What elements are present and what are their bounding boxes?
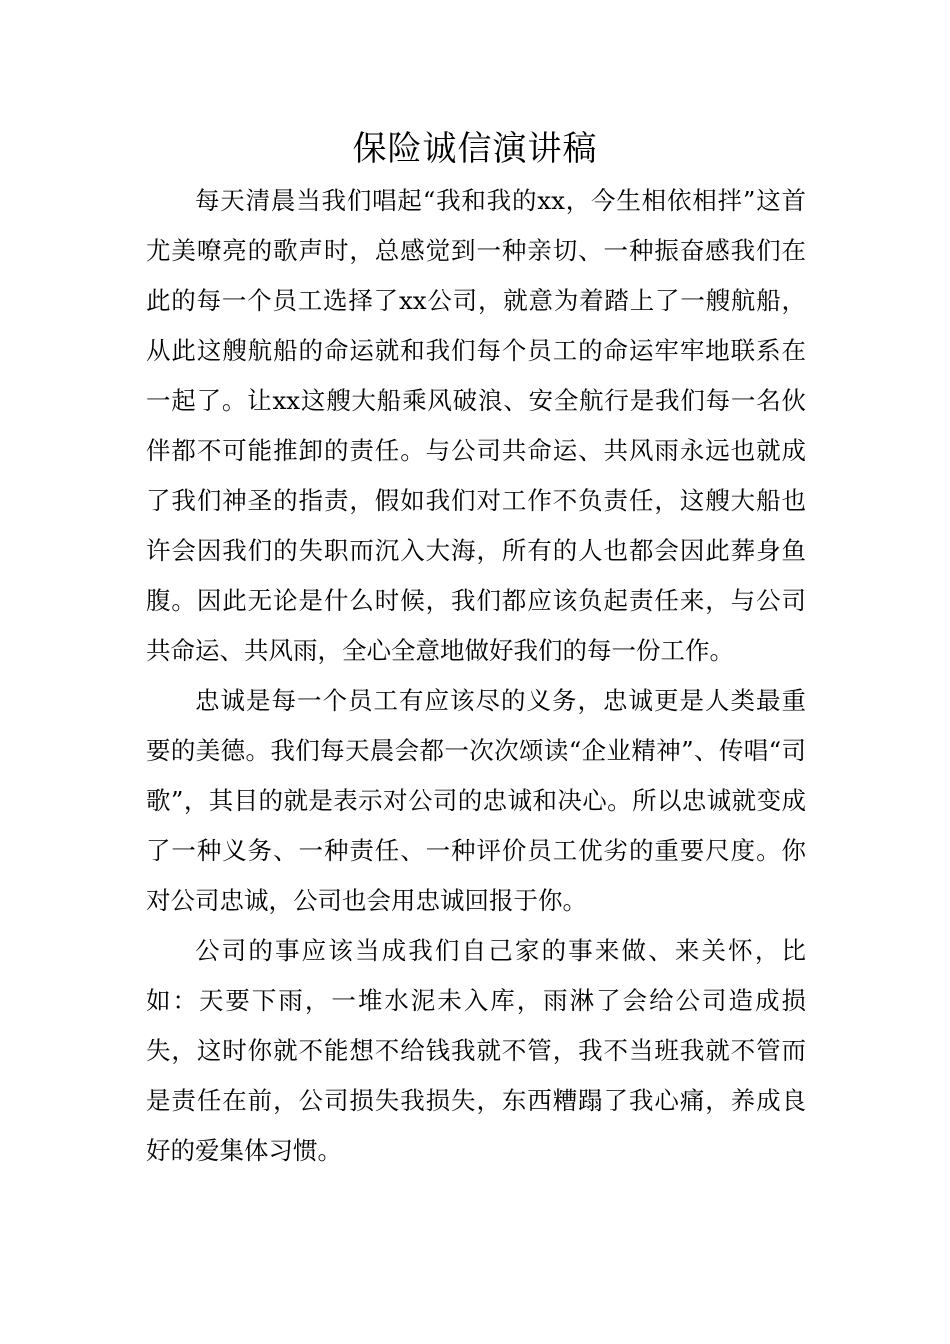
- paragraph-1: 每天清晨当我们唱起“我和我的xx，今生相依相拌”这首尤美嘹亮的歌声时，总感觉到一种亲切、一种振奋感我们在此的每一个员工选择了xx公司，就意为着踏上了一艘航船，从此这艘航船的命运就和我们每个员工的命运牢牢地联系在一起了。让xx这艘大船乘风破浪、安全航行是我们每一名伙伴都不可能推卸的责任。与公司共命运、共风雨永远也就成了我们神圣的指责，假如我们对工作不负责任，这艘大船也许会因我们的失职而沉入大海，所有的人也都会因此葬身鱼腹。因此无论是什么时候，我们都应该负起责任来，与公司共命运、共风雨，全心全意地做好我们的每一份工作。: [146, 186, 806, 665]
- document-body: [146, 176, 806, 1176]
- document-title: 保险诚信演讲稿: [352, 129, 598, 169]
- paragraph-2: 忠诚是每一个员工有应该尽的义务，忠诚更是人类最重要的美德。我们每天晨会都一次次颂读“企业精神”、传唱“司歌”，其目的就是表示对公司的忠诚和决心。所以忠诚就变成了一种义务、一种责任、一种评价员工优劣的重要尺度。你对公司忠诚，公司也会用忠诚回报于你。: [146, 686, 806, 915]
- paragraph-3: 公司的事应该当成我们自己家的事来做、来关怀，比如：天要下雨，一堆水泥未入库，雨淋了会给公司造成损失，这时你就不能想不给钱我就不管，我不当班我就不管而是责任在前，公司损失我损失，东西糟蹋了我心痛，养成良好的爱集体习惯。: [146, 936, 806, 1165]
